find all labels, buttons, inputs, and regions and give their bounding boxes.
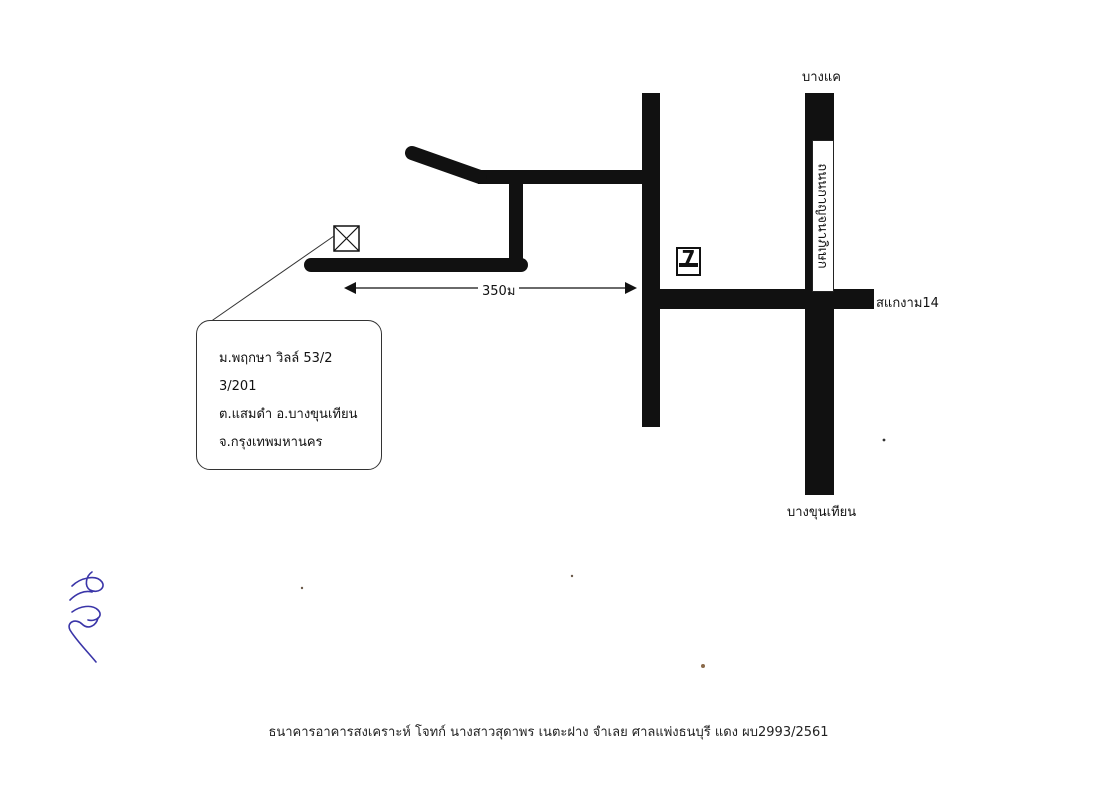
short-vertical-road	[509, 177, 523, 267]
address-line: 3/201	[219, 379, 257, 394]
speck	[571, 575, 573, 577]
address-line: จ.กรุงเทพมหานคร	[219, 435, 323, 450]
address-line: ม.พฤกษา วิลล์ 53/2	[219, 351, 333, 366]
speck	[301, 587, 303, 589]
label-north: บางแค	[802, 70, 841, 85]
speck	[883, 439, 886, 442]
logo-number: 7	[681, 246, 696, 270]
upper-road	[478, 170, 650, 184]
case-footer: ธนาคารอาคารสงเคราะห์ โจทก์ นางสาวสุดาพร เนตะฝาง จำเลย ศาลแพ่งธนบุรี แดง ผบ2993/2561	[268, 725, 829, 740]
boxed-x-icon	[334, 226, 359, 251]
signature-mark	[69, 572, 103, 662]
main-road-name-plate	[812, 140, 834, 292]
connector-road	[642, 289, 874, 309]
distance-label: 350ม	[478, 280, 519, 301]
label-south: บางขุนเทียน	[787, 505, 857, 520]
leader-line	[210, 236, 334, 322]
label-side-road: สแกงาม14	[876, 296, 939, 311]
address-box	[196, 320, 382, 470]
7-eleven-store-icon	[676, 247, 701, 276]
address-line: ต.แสมดำ อ.บางขุนเทียน	[219, 407, 358, 422]
diagonal-road	[412, 153, 480, 177]
label-main-road: ถนนกาญจนาภิเษก	[814, 163, 830, 269]
secondary-road-vertical	[642, 93, 660, 427]
speck	[701, 664, 705, 668]
